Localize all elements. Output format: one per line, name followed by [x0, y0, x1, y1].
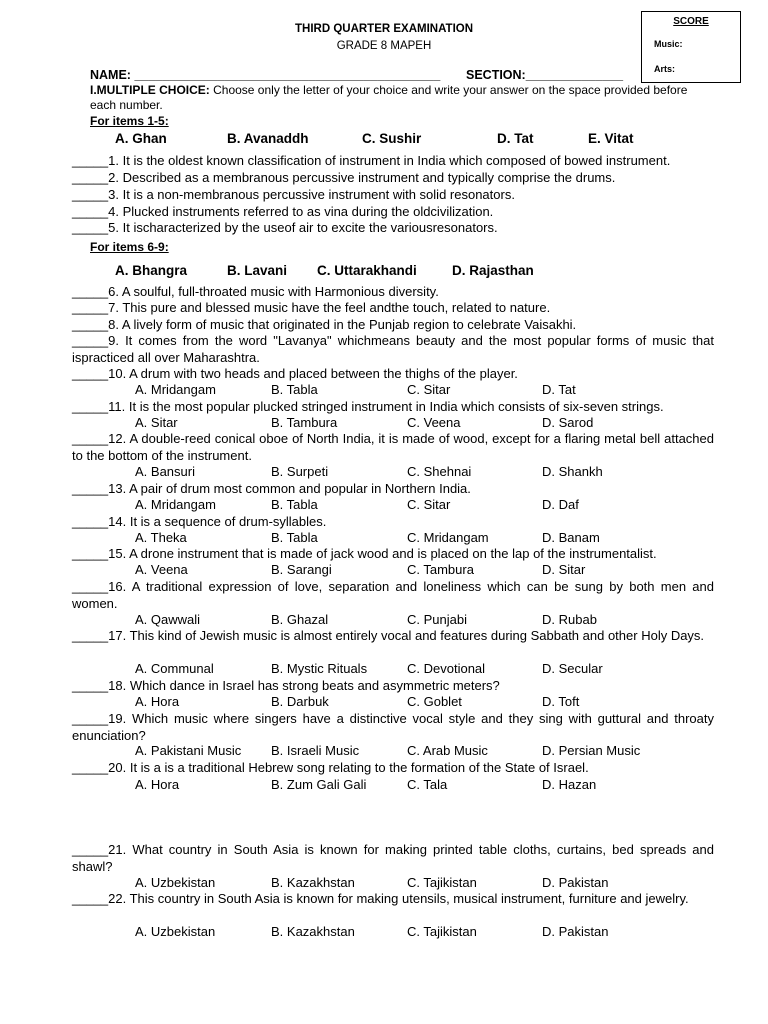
- option: B. Kazakhstan: [271, 875, 355, 890]
- option: C. Sitar: [407, 382, 451, 397]
- part2-label: For items 6-9:: [90, 240, 169, 254]
- question-7: _____7. This pure and blessed music have the feel andthe touch, related to nature.: [72, 300, 551, 315]
- option: B. Tambura: [271, 415, 338, 430]
- part1-choice: A. Ghan: [115, 131, 167, 146]
- option: C. Mridangam: [407, 530, 489, 545]
- option: C. Arab Music: [407, 743, 488, 758]
- option: D. Persian Music: [542, 743, 641, 758]
- option: B. Ghazal: [271, 612, 329, 627]
- question-21: _____21. What country in South Asia is known for making printed table cloths, curtains, bed spreads and shawl?: [72, 842, 714, 874]
- question-5: _____5. It ischaracterized by the useof air to excite the variousresonators.: [72, 220, 498, 235]
- question-10: _____10. A drum with two heads and placed between the thighs of the player.: [72, 366, 518, 381]
- option: A. Bansuri: [135, 464, 195, 479]
- score-title: SCORE: [673, 16, 709, 27]
- option: C. Punjabi: [407, 612, 467, 627]
- question-3: _____3. It is a non-membranous percussive instrument with solid resonators.: [72, 187, 515, 202]
- option: D. Daf: [542, 497, 579, 512]
- option: D. Hazan: [542, 777, 597, 792]
- part1-choice: B. Avanaddh: [227, 131, 309, 146]
- question-8: _____8. A lively form of music that originated in the Punjab region to celebrate Vaisakhi.: [72, 317, 577, 332]
- option: B. Israeli Music: [271, 743, 360, 758]
- name-field[interactable]: NAME: ____________________________________________: [90, 68, 441, 82]
- question-13: _____13. A pair of drum most common and popular in Northern India.: [72, 481, 471, 496]
- question-9: _____9. It comes from the word "Lavanya" whichmeans beauty and the most popular forms of music that ispracticed all over Maharashtra.: [72, 333, 714, 365]
- option: A. Veena: [135, 562, 188, 577]
- part1-choice: C. Sushir: [362, 131, 422, 146]
- option: B. Surpeti: [271, 464, 329, 479]
- option: C. Tajikistan: [407, 875, 477, 890]
- option: A. Qawwali: [135, 612, 201, 627]
- option: C. Tala: [407, 777, 448, 792]
- question-17: _____17. This kind of Jewish music is almost entirely vocal and features during Sabbath and other Holy Days.: [72, 628, 705, 643]
- exam-title: THIRD QUARTER EXAMINATION: [294, 23, 474, 35]
- question-22: _____22. This country in South Asia is known for making utensils, musical instrument, furniture and jewelry.: [72, 891, 689, 906]
- option: C. Tajikistan: [407, 924, 477, 939]
- section-field[interactable]: SECTION:______________: [466, 68, 624, 82]
- score-music-label: Music:: [654, 39, 683, 49]
- option: B. Mystic Rituals: [271, 661, 368, 676]
- question-2: _____2. Described as a membranous percussive instrument and typically comprise the drums.: [72, 170, 616, 185]
- option: C. Shehnai: [407, 464, 472, 479]
- part1-choice: E. Vitat: [588, 131, 634, 146]
- question-1: _____1. It is the oldest known classification of instrument in India which composed of bowed instrument.: [72, 153, 671, 168]
- option: A. Communal: [135, 661, 214, 676]
- option: B. Kazakhstan: [271, 924, 355, 939]
- question-11: _____11. It is the most popular plucked stringed instrument in India which consists of six-seven strings.: [72, 399, 664, 414]
- option: B. Darbuk: [271, 694, 329, 709]
- score-arts-label: Arts:: [654, 64, 676, 74]
- option: B. Tabla: [271, 382, 318, 397]
- part2-choice: B. Lavani: [227, 263, 288, 278]
- option: B. Zum Gali Gali: [271, 777, 367, 792]
- option: D. Banam: [542, 530, 600, 545]
- option: C. Goblet: [407, 694, 462, 709]
- question-16: _____16. A traditional expression of love, separation and loneliness which can be sung by both men and women.: [72, 579, 714, 611]
- option: D. Rubab: [542, 612, 597, 627]
- part2-choice: C. Uttarakhandi: [317, 263, 417, 278]
- option: D. Sitar: [542, 562, 586, 577]
- part1-label: For items 1-5:: [90, 114, 169, 128]
- option: A. Uzbekistan: [135, 924, 216, 939]
- option: B. Sarangi: [271, 562, 332, 577]
- part2-choice: A. Bhangra: [115, 263, 188, 278]
- option: D. Pakistan: [542, 924, 609, 939]
- exam-subtitle: GRADE 8 MAPEH: [336, 40, 432, 52]
- option: D. Tat: [542, 382, 576, 397]
- part1-choice: D. Tat: [497, 131, 534, 146]
- question-12: _____12. A double-reed conical oboe of North India, it is made of wood, except for a flaring metal bell attached to the bottom of the instrument.: [72, 431, 714, 463]
- question-15: _____15. A drone instrument that is made of jack wood and is placed on the lap of the instrumentalist.: [72, 546, 657, 561]
- option: A. Mridangam: [135, 497, 216, 512]
- option: A. Sitar: [135, 415, 178, 430]
- option: C. Tambura: [407, 562, 474, 577]
- question-4: _____4. Plucked instruments referred to as vina during the oldcivilization.: [72, 204, 494, 219]
- question-18: _____18. Which dance in Israel has strong beats and asymmetric meters?: [72, 678, 500, 693]
- option: A. Hora: [135, 777, 180, 792]
- option: B. Tabla: [271, 530, 318, 545]
- option: D. Shankh: [542, 464, 603, 479]
- question-6: _____6. A soulful, full-throated music with Harmonious diversity.: [72, 284, 439, 299]
- option: D. Sarod: [542, 415, 594, 430]
- option: C. Sitar: [407, 497, 451, 512]
- option: D. Secular: [542, 661, 603, 676]
- option: C. Veena: [407, 415, 461, 430]
- instructions-heading: I.MULTIPLE CHOICE:: [90, 83, 210, 97]
- part2-choice: D. Rajasthan: [452, 263, 534, 278]
- option: A. Theka: [135, 530, 187, 545]
- question-14: _____14. It is a sequence of drum-syllables.: [72, 514, 327, 529]
- instructions: [90, 83, 690, 113]
- option: A. Pakistani Music: [135, 743, 242, 758]
- question-20: _____20. It is a is a traditional Hebrew song relating to the formation of the State of Israel.: [72, 760, 589, 775]
- instructions-text: Choose only the letter of your choice and write your answer on the space provided before each number.: [90, 83, 688, 112]
- option: A. Mridangam: [135, 382, 216, 397]
- option: B. Tabla: [271, 497, 318, 512]
- question-19: _____19. Which music where singers have a distinctive vocal style and they sing with guttural and throaty enunciation?: [72, 711, 714, 743]
- option: A. Uzbekistan: [135, 875, 216, 890]
- option: D. Toft: [542, 694, 580, 709]
- option: A. Hora: [135, 694, 180, 709]
- option: D. Pakistan: [542, 875, 609, 890]
- option: C. Devotional: [407, 661, 486, 676]
